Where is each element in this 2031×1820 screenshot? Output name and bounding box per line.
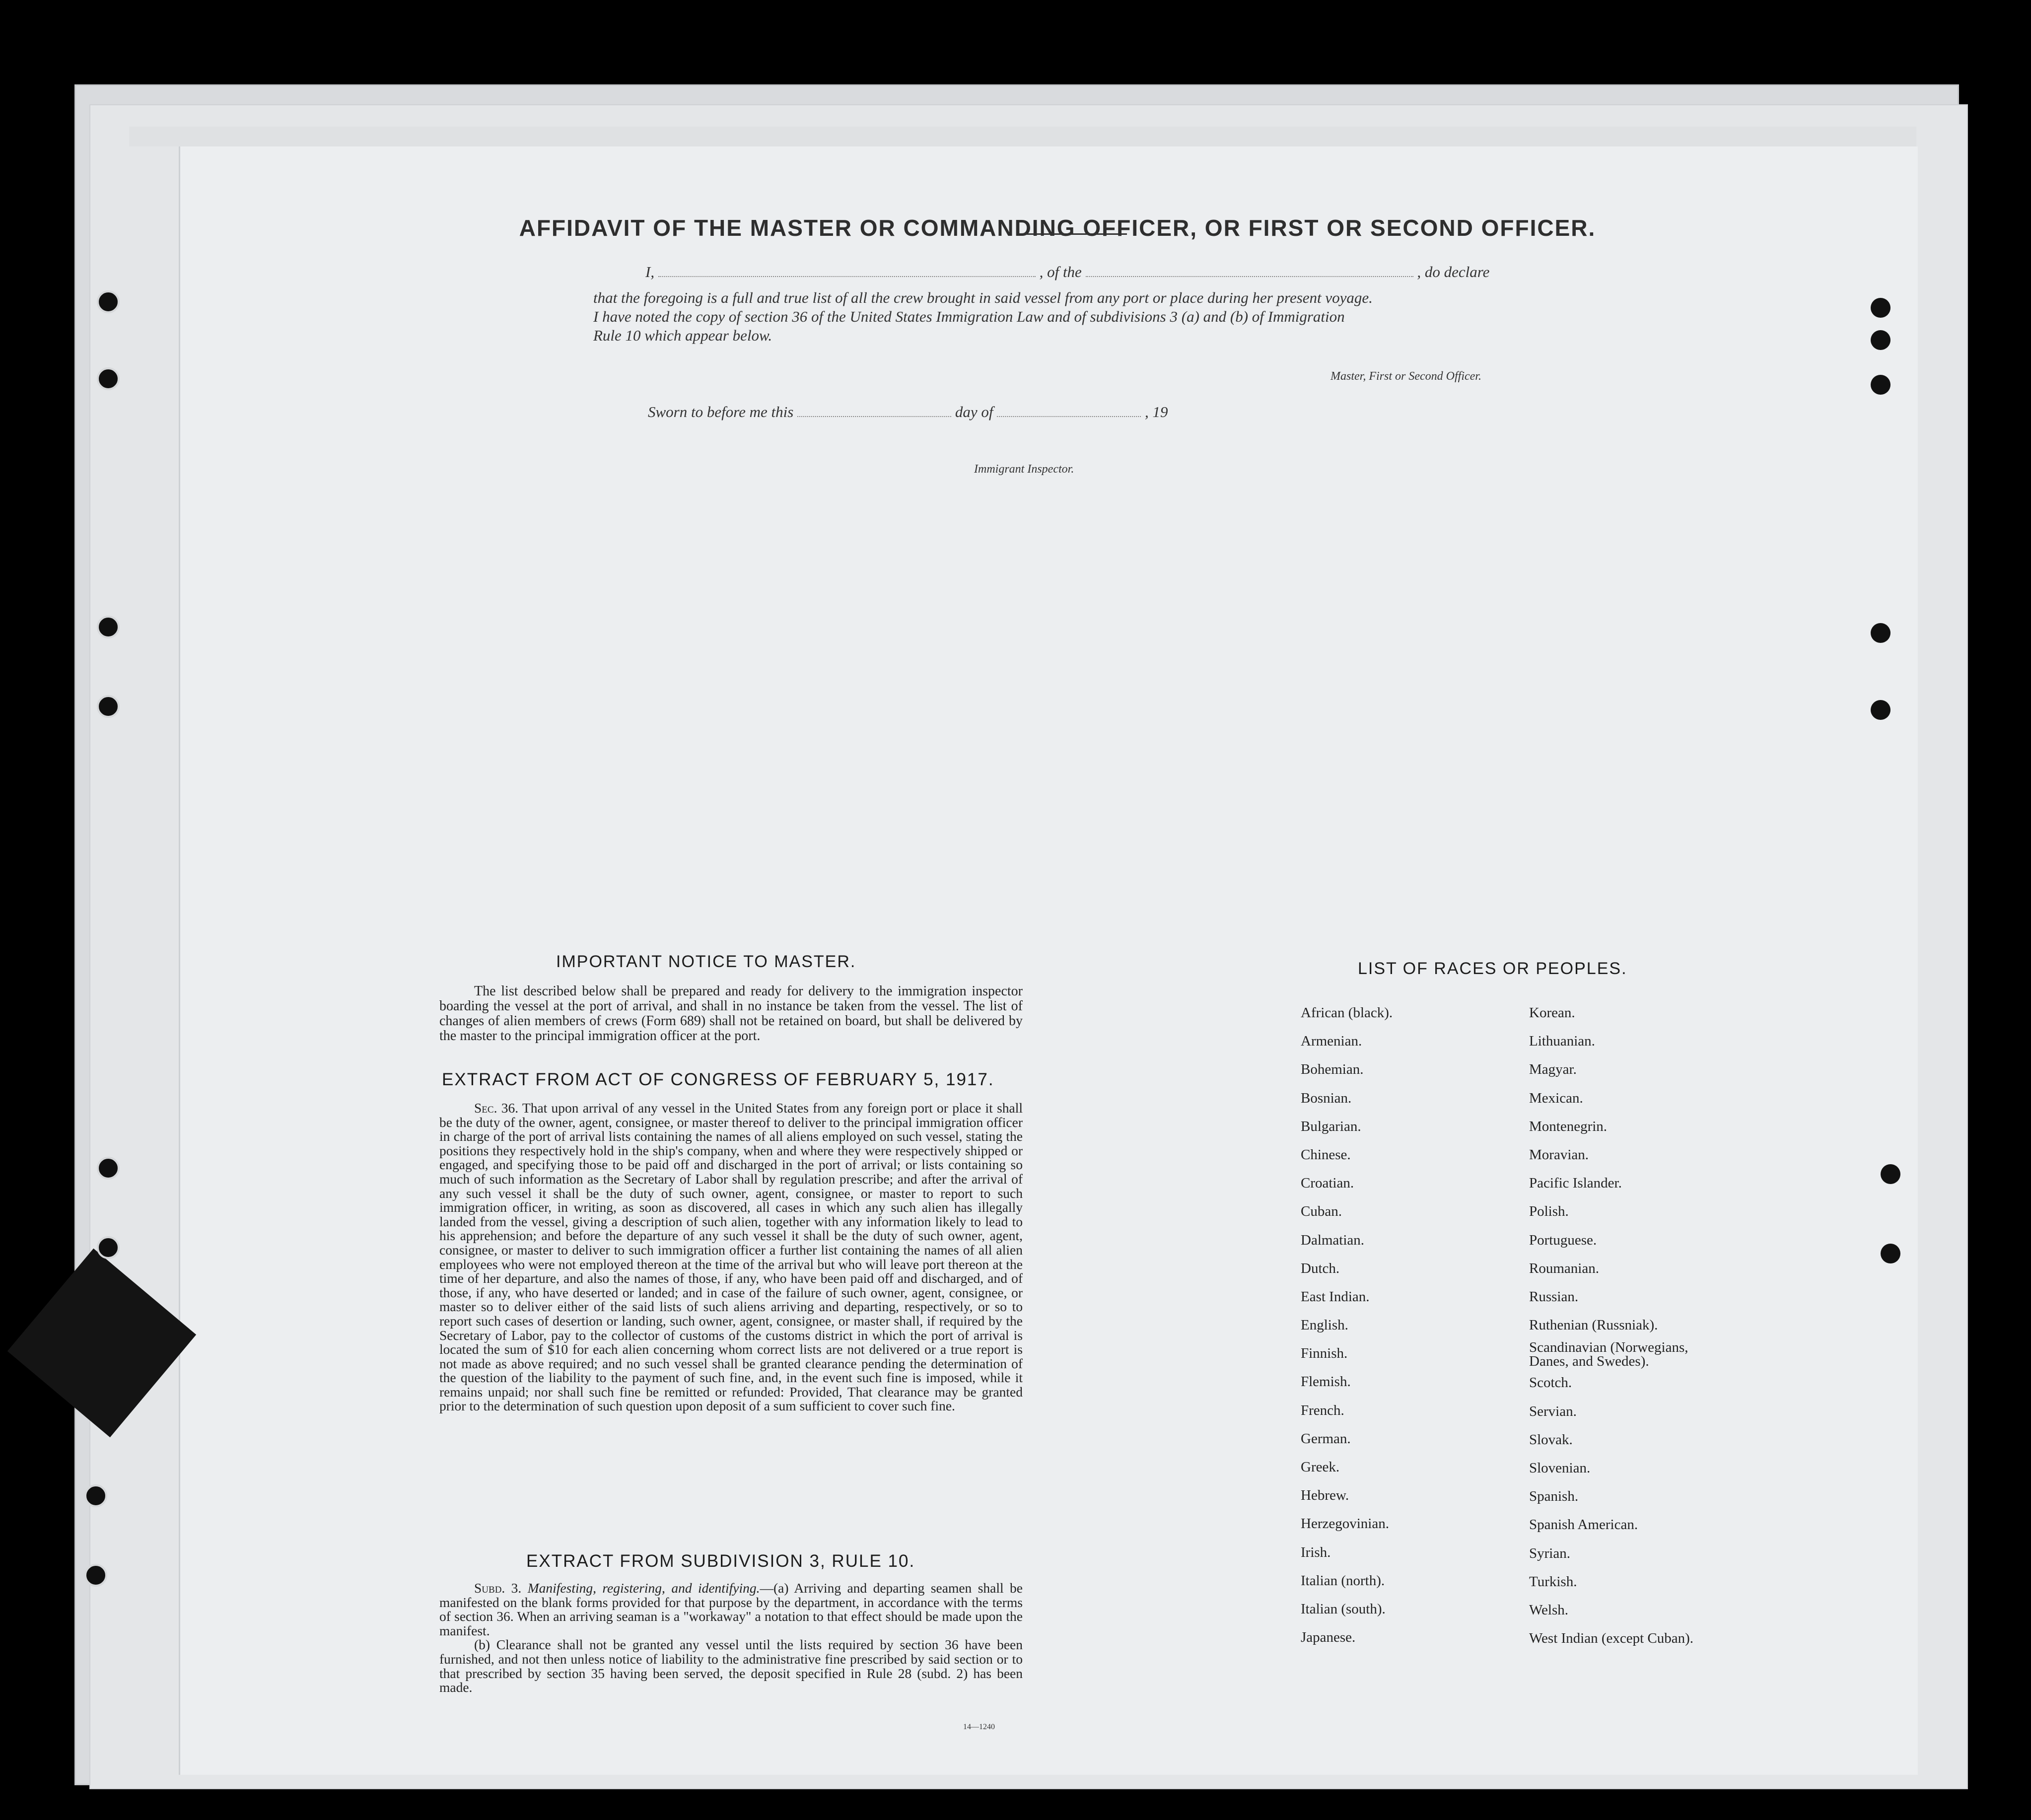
binder-hole (1871, 330, 1891, 350)
race-item: Cuban. (1301, 1203, 1342, 1220)
race-item: Japanese. (1301, 1629, 1356, 1646)
binder-hole (1871, 375, 1891, 395)
race-item: Polish. (1529, 1203, 1569, 1220)
binder-hole (1881, 1244, 1900, 1263)
race-item: Herzegovinian. (1301, 1516, 1389, 1532)
sworn-month-field (997, 416, 1141, 417)
binder-hole (97, 1157, 120, 1180)
race-item: Moravian. (1529, 1146, 1589, 1163)
binder-hole (1871, 700, 1891, 720)
affidavit-line-3: I have noted the copy of section 36 of the United States Immigration Law and of subdivisions 3 (a) and (b) of Immigration (593, 308, 1345, 325)
race-item: Finnish. (1301, 1345, 1348, 1362)
race-item: Spanish American. (1529, 1517, 1638, 1533)
race-item: Flemish. (1301, 1374, 1351, 1390)
sworn-prefix: Sworn to before me this (648, 403, 794, 420)
race-item: Ruthenian (Russniak). (1529, 1317, 1658, 1333)
inspector-label: Immigrant Inspector. (974, 463, 1074, 476)
race-item: Croatian. (1301, 1175, 1354, 1191)
race-item: West Indian (except Cuban). (1529, 1630, 1694, 1647)
act-extract-heading: EXTRACT FROM ACT OF CONGRESS OF FEBRUARY 5, 1917. (442, 1070, 994, 1089)
race-item: East Indian. (1301, 1288, 1370, 1305)
race-item: Spanish. (1529, 1488, 1579, 1505)
sworn-year: , 19 (1144, 403, 1168, 420)
rule-extract-heading: EXTRACT FROM SUBDIVISION 3, RULE 10. (526, 1551, 915, 1571)
binder-hole (97, 616, 120, 638)
race-item: Irish. (1301, 1544, 1331, 1560)
race-item: African (black). (1301, 1005, 1393, 1021)
race-item: Slovak. (1529, 1431, 1573, 1448)
race-item: Greek. (1301, 1459, 1340, 1475)
race-item: Mexican. (1529, 1090, 1583, 1106)
declarant-label: I, (645, 263, 655, 280)
binder-hole (1871, 298, 1891, 318)
vessel-label: , of the (1039, 263, 1082, 280)
binder-hole (97, 290, 120, 313)
subd-a-text: —(a) Arriving and departing seamen shall be manifested on the blank forms provided for that purpose by the department, in accordance with the terms of section 36. When an arriving seaman is a "workaway" a notation to that effect should be made upon the manifest. (439, 1580, 1023, 1638)
header-strip (129, 127, 1916, 146)
notice-heading: IMPORTANT NOTICE TO MASTER. (556, 952, 856, 971)
race-item: Roumanian. (1529, 1260, 1599, 1276)
race-item: Syrian. (1529, 1545, 1570, 1561)
race-item: Russian. (1529, 1288, 1579, 1305)
binder-hole (97, 695, 120, 718)
sworn-day-of: day of (955, 403, 993, 420)
sec-label: Sec. 36. (474, 1100, 519, 1116)
sworn-day-field (797, 416, 951, 417)
declare-label: , do declare (1417, 263, 1490, 280)
race-item: Dalmatian. (1301, 1232, 1365, 1248)
race-item: Armenian. (1301, 1033, 1362, 1050)
race-item: Bosnian. (1301, 1090, 1352, 1106)
sworn-line (648, 403, 1168, 421)
affidavit-title: AFFIDAVIT OF THE MASTER OR COMMANDING OFFICER, OR FIRST OR SECOND OFFICER. (519, 215, 1596, 241)
act-extract-body (439, 1101, 1023, 1413)
binder-hole (84, 1484, 107, 1507)
vessel-name-field (1086, 276, 1413, 277)
rule-extract-body (439, 1581, 1023, 1695)
binder-hole (97, 1236, 120, 1259)
race-item: Pacific Islander. (1529, 1175, 1622, 1191)
race-item: Magyar. (1529, 1061, 1577, 1078)
declarant-name-field (658, 276, 1036, 277)
races-right-column (1529, 999, 1728, 1653)
binder-hole (1881, 1164, 1900, 1184)
race-item: Korean. (1529, 1005, 1575, 1021)
affidavit-line-2: that the foregoing is a full and true list of all the crew brought in said vessel from any port or place during her present voyage. (593, 289, 1373, 306)
race-item: Italian (north). (1301, 1572, 1385, 1589)
affidavit-line-1 (645, 263, 1489, 281)
race-item: Italian (south). (1301, 1601, 1386, 1617)
race-item: Montenegrin. (1529, 1118, 1608, 1134)
form-number: 14—1240 (963, 1723, 995, 1731)
notice-body: The list described below shall be prepared and ready for delivery to the immigration inspector boarding the vessel at the port of arrival, and shall in no instance be taken from the vessel. The list of changes of alien members of crews (Form 689) shall not be retained on board, but shall be delivered by the master to the principal immigration officer at the port. (439, 983, 1023, 1044)
subd-label: Subd. 3. (474, 1580, 522, 1596)
race-item: Servian. (1529, 1403, 1577, 1419)
subd-paragraph-b: (b) Clearance shall not be granted any vessel until the lists required by section 36 have been furnished, and not then unless notice of liability to the administrative fine prescribed by said section or to that prescribed by section 35 having been served, the deposit specified in Rule 28 (subd. 2) has been made. (439, 1637, 1023, 1695)
title-underline (1023, 233, 1127, 235)
subd-paragraph-a (439, 1581, 1023, 1638)
binder-hole (97, 367, 120, 390)
binder-hole (1871, 623, 1891, 643)
race-item: French. (1301, 1402, 1344, 1418)
race-item: Portuguese. (1529, 1232, 1597, 1248)
race-item: Hebrew. (1301, 1487, 1349, 1504)
race-item: Turkish. (1529, 1573, 1577, 1590)
race-item: Bulgarian. (1301, 1118, 1361, 1134)
affidavit-line-4: Rule 10 which appear below. (593, 327, 772, 344)
master-signature-label: Master, First or Second Officer. (1331, 370, 1481, 383)
race-item: Dutch. (1301, 1260, 1340, 1276)
race-item: Bohemian. (1301, 1061, 1364, 1078)
races-heading: LIST OF RACES OR PEOPLES. (1358, 959, 1627, 978)
race-item: Lithuanian. (1529, 1033, 1595, 1050)
binder-hole (84, 1564, 107, 1587)
race-item: German. (1301, 1430, 1351, 1447)
race-item: Chinese. (1301, 1146, 1351, 1163)
subd-title: Manifesting, registering, and identifying. (527, 1580, 760, 1596)
races-left-column (1301, 999, 1393, 1652)
race-item: English. (1301, 1317, 1348, 1333)
sec-36-text: That upon arrival of any vessel in the United States from any foreign port or place it shall be the duty of the owner, agent, consignee, or master thereof to deliver to the principal immigration officer in charge of the port of arrival lists containing the names of all aliens employed on such vessel, stating the positions they respectively hold in the ship's company, when and where they were respectively shipped or engaged, and specifying those to be paid off and discharged in the port of arrival; or lists containing so much of such information as the Secretary of Labor shall by regulation prescribe; and after the arrival of any such vessel it shall be the duty of such owner, agent, consignee, or master to report to such immigration officer, in writing, as soon as discovered, all cases in which any such alien has illegally landed from the vessel, giving a description of such alien, together with any information likely to lead to his apprehension; and before the departure of any such vessel it shall be the duty of such owner, agent, consignee, or master to deliver to such immigration officer a further list containing the names of all alien employees who were not employed thereon at the time of the arrival but who will leave port thereon at the time of her departure, and also the names of those, if any, who have been paid off and discharged, and of those, if any, who have deserted or landed; and in case of the failure of such owner, agent, consignee, or master so to deliver either of the said lists of such aliens arriving and departing, respectively, or so to report such cases of desertion or landing, such owner, agent, consignee, or master shall, if required by the Secretary of Labor, pay to the collector of customs of the customs district in which the port of arrival is located the sum of $10 for each alien concerning whom correct lists are not delivered or a true report is not made as above required; and no such vessel shall be granted clearance pending the determination of the question of the liability to the payment of such fine, and, in the event such fine is imposed, while it remains unpaid; nor shall such fine be remitted or refunded: Provided, That clearance may be granted prior to the determination of such question upon deposit of a sum sufficient to cover such fine. (439, 1100, 1023, 1414)
race-item: Scotch. (1529, 1375, 1572, 1391)
race-item: Scandinavian (Norwegians, Danes, and Swedes). (1529, 1339, 1688, 1370)
race-item: Welsh. (1529, 1602, 1569, 1618)
race-item: Slovenian. (1529, 1460, 1591, 1476)
